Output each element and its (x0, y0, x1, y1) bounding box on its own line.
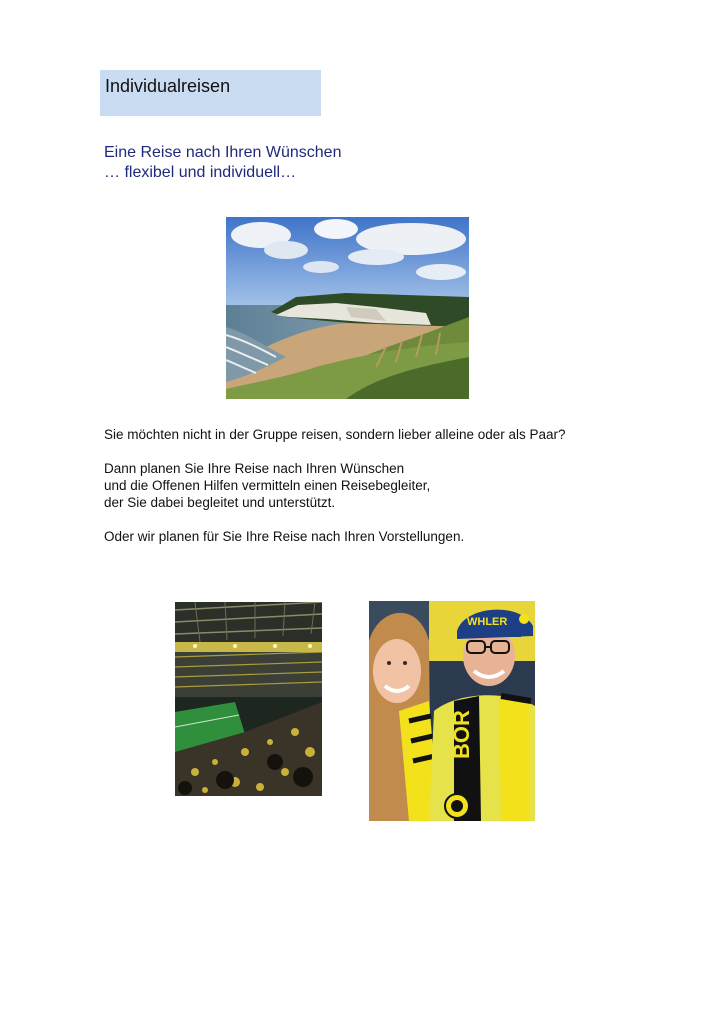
body-paragraph-2-line-3: der Sie dabei begleitet und unterstützt. (104, 495, 336, 510)
heading-line-2: … flexibel und individuell… (104, 164, 297, 181)
scarf-text: BOR (449, 710, 474, 759)
heading-line-1: Eine Reise nach Ihren Wünschen (104, 144, 342, 161)
fans-selfie-photo (369, 601, 535, 821)
body-paragraph-3: Oder wir planen für Sie Ihre Reise nach Ihren Vorstellungen. (104, 529, 465, 544)
section-title: Individualreisen (105, 76, 231, 96)
stadium-photo (175, 602, 322, 796)
page-heading (104, 143, 341, 183)
section-title-box (100, 70, 321, 116)
body-paragraph-2-line-2: und die Offenen Hilfen vermitteln einen Reisebegleiter, (104, 478, 431, 493)
body-text (104, 426, 664, 545)
beach-cliffs-photo (226, 217, 469, 399)
body-paragraph-1: Sie möchten nicht in der Gruppe reisen, sondern lieber alleine oder als Paar? (104, 427, 566, 442)
body-paragraph-2-line-1: Dann planen Sie Ihre Reise nach Ihren Wünschen (104, 461, 405, 476)
cap-text: WHLER (467, 616, 508, 628)
